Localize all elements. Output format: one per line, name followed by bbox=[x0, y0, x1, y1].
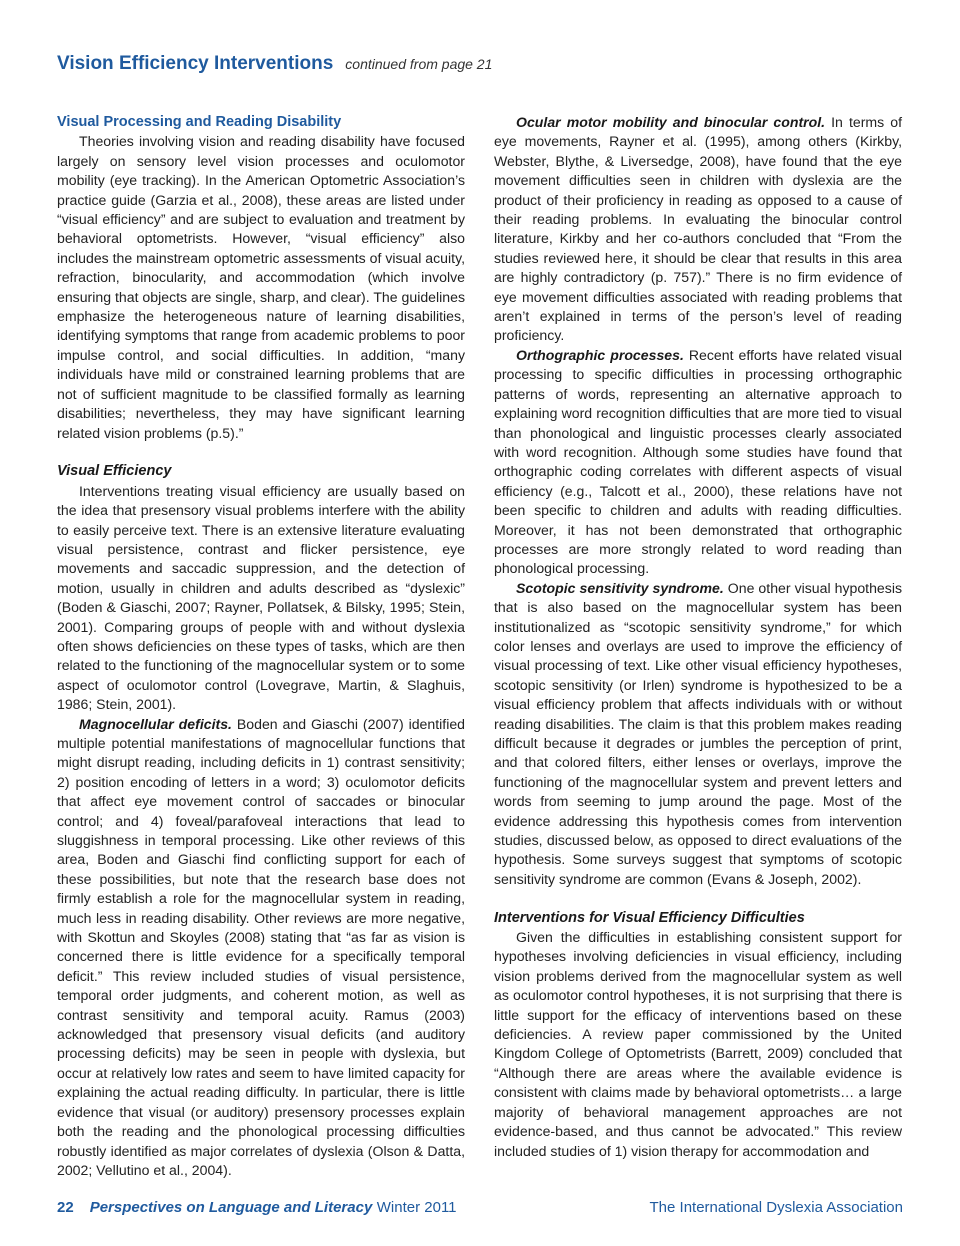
section-heading-visual-efficiency: Visual Efficiency bbox=[57, 463, 172, 480]
paragraph-scotopic bbox=[494, 579, 902, 890]
paragraph-text: In terms of eye movements, Rayner et al. (1995), among others (Kirkby, Webster, Blythe, & Liversedge, 2008), have found that the eye movement difficulties seen in children with dyslexia are the product of their proficiency in reading as opposed to a cause of their reading problems. In evaluating the binocular control literature, Kirkby and her co-authors concluded that “From the studies reviewed here, it should be clear that results in this area are highly contradictory (p. 757).” There is no firm evidence of eye movement difficulties associated with reading problems that aren’t explained in terms of the person’s level of reading proficiency. bbox=[494, 114, 903, 344]
left-column bbox=[57, 113, 465, 1180]
organization-name: The International Dyslexia Association bbox=[649, 1199, 903, 1216]
page-footer bbox=[57, 1199, 903, 1217]
article-title: Vision Efficiency Interventions bbox=[57, 53, 334, 74]
continued-note: continued from page 21 bbox=[345, 56, 493, 72]
paragraph-text: Boden and Giaschi (2007) identified multiple potential manifestations of magnocellular functions that might disrupt reading, including deficits in 1) contrast sensitivity; 2) position encoding of letters in a word; 3) oculomotor deficits that affect eye movement control of saccades or binocular control; and 4) foveal/parafoveal interactions that lead to sluggishness in temporal processing. Like other reviews of this area, Boden and Giaschi find conflicting support for each of these possibilities, but note that the research base does not firmly establish a role for the magnocellular system in reading, much less in reading disability. Other reviews are more negative, with Skottun and Skoyles (2008) stating that “as far as vision is concerned there is little evidence for a specifically temporal deficit.” This review included studies of visual persistence, temporal order judgments, and coherent motion, as well as contrast sensitivity and temporal acuity. Ramus (2003) acknowledged that presensory visual deficits (and auditory processing deficits) may be seen in people with dyslexia, but occur at relatively low rates and seem to have limited capacity for explaining the actual reading difficulty. In particular, there is little evidence that visual (or auditory) presensory processes explain both the reading and the phonological processing difficulties robustly identified as major correlates of dyslexia (Olson & Datta, 2002; Vellutino et al., 2004). bbox=[57, 715, 466, 1178]
runin-heading: Ocular motor mobility and binocular control. bbox=[516, 114, 826, 130]
paragraph-text: One other visual hypothesis that is also based on the magnocellular system has been institutionalized as “scotopic sensitivity syndrome,” for which color lenses and overlays are used to improve the efficiency of visual processing of text. Like other visual efficiency hypotheses, scotopic sensitivity (or Irlen) syndrome is hypothesized to be a visual efficiency problem that affects individuals with or without reading disabilities. The claim is that this problem makes reading difficult because it degrades or jumbles the perception of print, and that colored filters, either lenses or overlays, improve the functioning of the magnocellular system and prevent letters and words from seeming to jump around the page. Most of the evidence addressing this hypothesis comes from intervention studies, discussed below, as opposed to direct evaluations of the hypothesis. Some surveys suggest that symptoms of scotopic sensitivity syndrome are common (Evans & Joseph, 2002). bbox=[494, 579, 902, 887]
section-heading-interventions: Interventions for Visual Efficiency Difficulties bbox=[494, 909, 805, 926]
runin-heading: Magnocellular deficits. bbox=[79, 715, 232, 732]
right-column bbox=[494, 113, 902, 1161]
footer-left bbox=[57, 1199, 457, 1217]
paragraph-ocular-motor bbox=[494, 113, 902, 346]
journal-info bbox=[90, 1199, 457, 1217]
issue-date: Winter 2011 bbox=[376, 1199, 457, 1216]
paragraph-orthographic bbox=[494, 346, 902, 579]
paragraph: Interventions treating visual efficiency are usually based on the idea that presensory visual problems interfere with the ability to easily perceive text. There is an extensive literature evaluating visual persistence, contrast and flicker persistence, eye movements and saccadic suppression, and the detection of motion, usually in children and adults described as “dyslexic” (Boden & Giaschi, 2007; Rayner, Pollatsek, & Bilsky, 1995; Stein, 2001). Comparing groups of people with and without dyslexia often shows deficiencies on these types of tasks, which are then related to the functioning of the magnocellular system or to some aspect of oculomotor control (Lovegrave, Martin, & Slaghuis, 1986; Stein, 2001). bbox=[57, 482, 465, 713]
section-heading-visual-processing: Visual Processing and Reading Disability bbox=[57, 114, 342, 130]
runin-heading: Orthographic processes. bbox=[516, 346, 684, 363]
runin-heading: Scotopic sensitivity syndrome. bbox=[516, 579, 724, 596]
article-header bbox=[57, 53, 492, 75]
journal-title: Perspectives on Language and Literacy bbox=[89, 1199, 373, 1216]
paragraph: Given the difficulties in establishing consistent support for hypotheses involving deficiencies in visual efficiency, including vision problems derived from the magnocellular system as well as oculomotor control hypotheses, it is not surprising that there is little support for the efficacy of interventions based on these deficiencies. A review paper commissioned by the United Kingdom College of Optometrists (Barrett, 2009) concluded that “Although there are areas where the available evidence is consistent with claims made by behavioral optometrists… a large majority of behavioral management approaches are not evidence-based, and thus cannot be advocated.” This review included studies of 1) vision therapy for accommodation and bbox=[494, 929, 902, 1159]
page-number: 22 bbox=[57, 1199, 74, 1216]
paragraph-text: Recent efforts have related visual processing to specific difficulties in processing orthographic patterns of words, representing an alternative approach to explaining word recognition difficulties that are more tied to visual than phonological and linguistic processes clearly associated with word recognition. Although some studies have found that orthographic coding correlates with different aspects of visual efficiency (e.g., Talcott et al., 2000), these relations have not been specific to children and adults with reading difficulties. Moreover, it has not been demonstrated that orthographic processes are more strongly related to word reading than phonological processing. bbox=[494, 346, 902, 577]
paragraph-magnocellular bbox=[57, 715, 465, 1181]
paragraph: Theories involving vision and reading disability have focused largely on sensory level vision processes and oculomotor mobility (eye tracking). In the American Optometric Association’s practice guide (Garzia et al., 2008), these areas are listed under “visual efficiency” and are subject to evaluation and treatment by behavioral optometrists. However, “visual efficiency” also includes the mainstream optometric assessments of visual acuity, refraction, binocularity, and accommodation (which involve ensuring that objects are single, sharp, and clear). The guidelines emphasize the heterogeneous nature of learning disabilities, identifying symptoms that range from academic problems to poor impulse control, and social difficulties. In addition, “many individuals have mild or constrained learning problems that are not of sufficient magnitude to be classified formally as learning disabilities; nevertheless, they may have significant learning related vision problems (p.5).” bbox=[57, 133, 465, 441]
